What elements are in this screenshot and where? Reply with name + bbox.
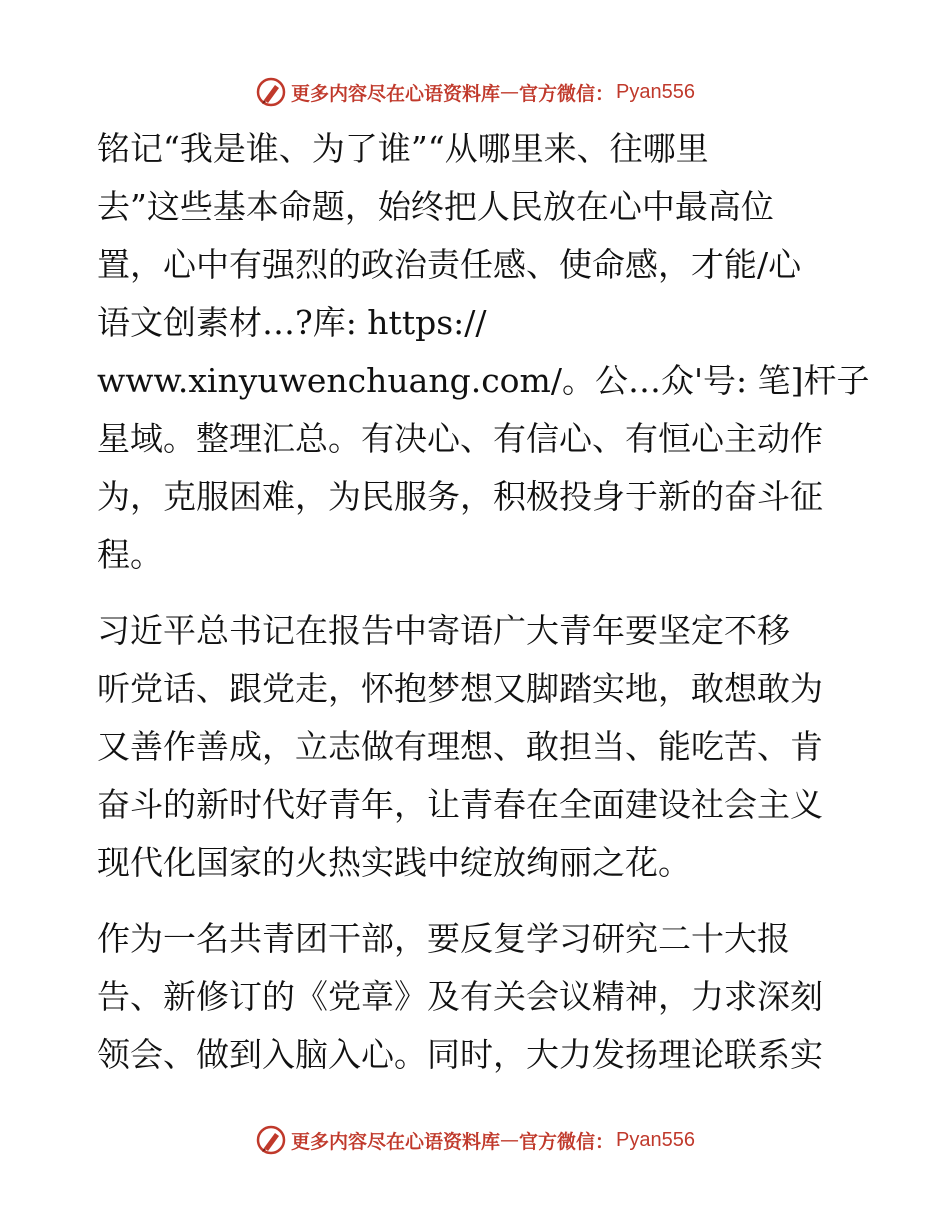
- text-line: 为，克服困难，为民服务，积极投身于新的奋斗征: [97, 477, 823, 516]
- text-line: 现代化国家的火热实践中绽放绚丽之花。: [97, 843, 691, 882]
- footer-banner: [0, 1120, 950, 1160]
- header-banner: [0, 72, 950, 112]
- banner-title: 更多内容尽在心语资料库: [291, 1130, 501, 1153]
- text-line: 程。: [97, 535, 163, 574]
- banner-wechat-id: Pyan556: [616, 1128, 695, 1151]
- banner-title: 更多内容尽在心语资料库: [291, 82, 501, 105]
- text-line: 习近平总书记在报告中寄语广大青年要坚定不移: [97, 611, 790, 650]
- banner-dash: —: [500, 81, 520, 103]
- text-line: 星域。整理汇总。有决心、有信心、有恒心主动作: [97, 419, 823, 458]
- banner-wechat-label: 官方微信：: [519, 82, 615, 105]
- banner-wechat-id: Pyan556: [616, 80, 695, 103]
- text-line: 领会、做到入脑入心。同时，大力发扬理论联系实: [97, 1035, 823, 1074]
- text-line: 听党话、跟党走，怀抱梦想又脚踏实地，敢想敢为: [97, 669, 823, 708]
- text-line: 去”这些基本命题，始终把人民放在心中最高位: [97, 187, 774, 226]
- pen-logo-icon: [255, 76, 287, 108]
- text-line: 奋斗的新时代好青年，让青春在全面建设社会主义: [97, 785, 823, 824]
- text-line: 置，心中有强烈的政治责任感、使命感，才能/心: [97, 245, 802, 284]
- banner-dash: —: [500, 1129, 520, 1151]
- text-line: 铭记“我是谁、为了谁”“从哪里来、往哪里: [97, 129, 709, 168]
- text-line: 作为一名共青团干部，要反复学习研究二十大报: [97, 919, 790, 958]
- paragraph-2: [97, 602, 857, 892]
- document-body: [97, 120, 870, 1084]
- text-line: 语文创素材…?库: https://: [97, 303, 487, 342]
- paragraph-3: [97, 910, 857, 1084]
- text-line: 告、新修订的《党章》及有关会议精神，力求深刻: [97, 977, 823, 1016]
- pen-logo-icon: [255, 1124, 287, 1156]
- banner-wechat-label: 官方微信：: [519, 1130, 615, 1153]
- text-line: 又善作善成，立志做有理想、敢担当、能吃苦、肯: [97, 727, 823, 766]
- text-line: www.xinyuwenchuang.com/。公…众'号: 笔]杆子: [97, 361, 870, 400]
- paragraph-1: [97, 120, 870, 584]
